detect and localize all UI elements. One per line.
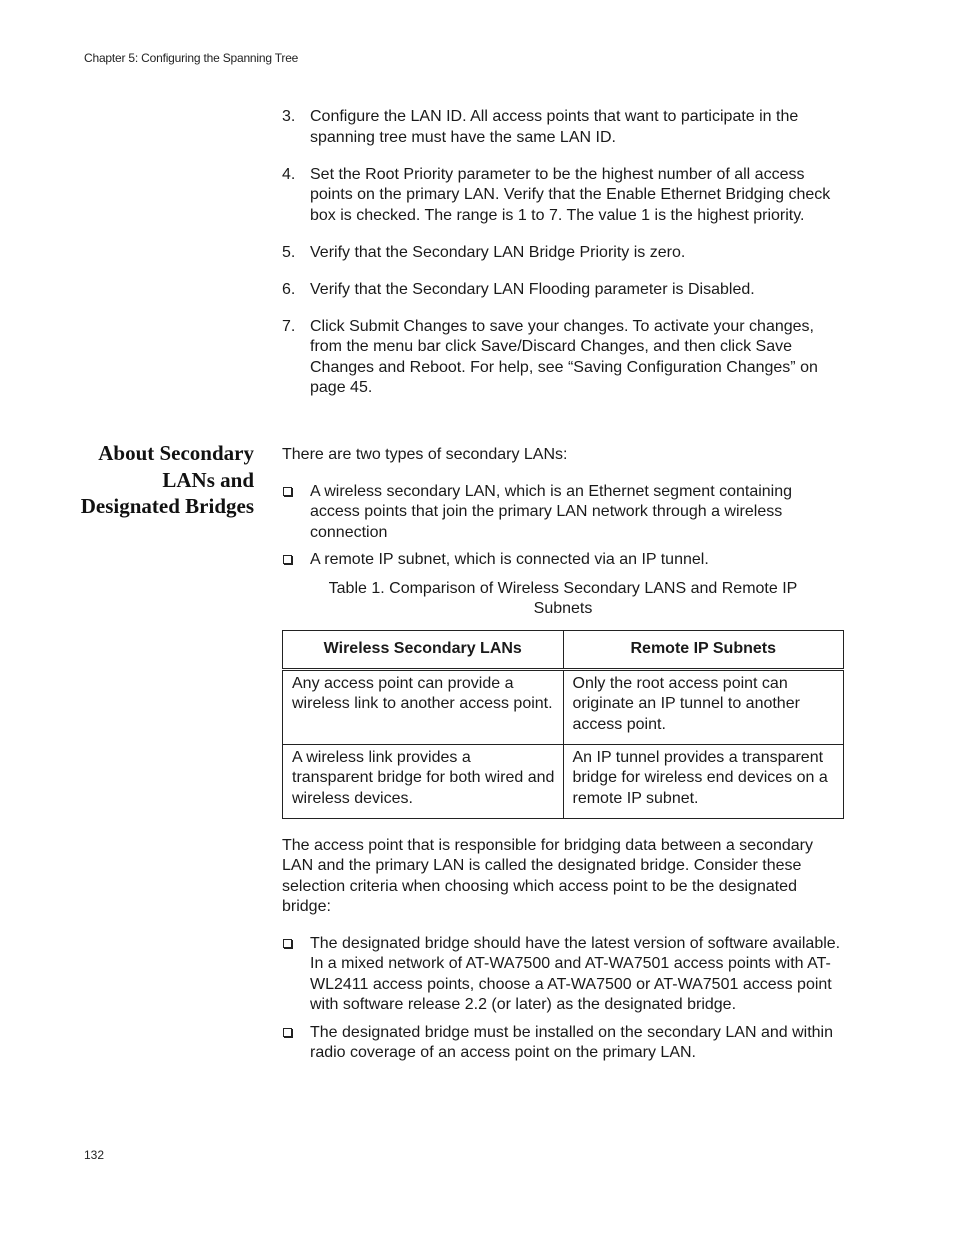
checkbox-bullet-icon — [283, 555, 292, 564]
list-item — [282, 482, 844, 544]
table-cell: An IP tunnel provides a transparent bridge for wireless end devices on a remote IP subnet. — [563, 744, 844, 818]
steps-list — [282, 107, 844, 399]
step-number: 6. — [282, 280, 296, 298]
lan-types-list — [282, 482, 844, 571]
designated-bridge-paragraph: The access point that is responsible for bridging data between a secondary LAN and the primary LAN is called the designated bridge. Consider these selection criteria when choosing which access point to be the designated bridge: — [282, 836, 813, 915]
section-intro: There are two types of secondary LANs: — [282, 446, 568, 463]
table-caption: Table 1. Comparison of Wireless Secondary LANS and Remote IP Subnets — [328, 579, 798, 617]
section-heading: About Secondary LANs and Designated Bridges — [80, 441, 254, 518]
list-item — [282, 243, 844, 264]
checkbox-bullet-icon — [283, 1028, 292, 1037]
checkbox-bullet-icon — [283, 487, 292, 496]
table-row — [283, 669, 844, 744]
step-text: Verify that the Secondary LAN Flooding parameter is Disabled. — [310, 280, 755, 298]
running-header: Chapter 5: Configuring the Spanning Tree — [84, 51, 299, 65]
step-number: 5. — [282, 243, 296, 261]
step-number: 7. — [282, 317, 296, 335]
list-item — [282, 280, 844, 301]
list-item — [282, 934, 844, 1016]
bullet-text: A remote IP subnet, which is connected via an IP tunnel. — [310, 551, 709, 568]
bullet-text: A wireless secondary LAN, which is an Ethernet segment containing access points that join the primary LAN network through a wireless connection — [310, 482, 793, 541]
column-header-remote-ip: Remote IP Subnets — [563, 630, 844, 669]
step-text: Click Submit Changes to save your changes. To activate your changes, from the menu bar click Save/Discard Changes, and then click Save Changes and Reboot. For help, see “Saving Configuration Changes” on page 45. — [310, 317, 818, 396]
table-cell: A wireless link provides a transparent bridge for both wired and wireless devices. — [283, 744, 564, 818]
bullet-text: The designated bridge must be installed on the secondary LAN and within radio coverage of an access point on the primary LAN. — [310, 1023, 833, 1061]
list-item — [282, 165, 844, 227]
checkbox-bullet-icon — [283, 939, 292, 948]
bullet-text: The designated bridge should have the latest version of software available. In a mixed network of AT-WA7500 and AT-WA7501 access points with AT-WL2411 access points, choose a AT-WA7500 or AT-WA7501 access point with software release 2.2 (or later) as the designated bridge. — [310, 934, 841, 1013]
column-header-wireless: Wireless Secondary LANs — [283, 630, 564, 669]
step-text: Verify that the Secondary LAN Bridge Priority is zero. — [310, 243, 686, 261]
step-number: 3. — [282, 108, 296, 125]
table-cell: Only the root access point can originate an IP tunnel to another access point. — [563, 669, 844, 744]
criteria-list — [282, 934, 844, 1064]
secondary-lans-section — [282, 445, 844, 1071]
list-item — [282, 107, 844, 148]
table-cell: Any access point can provide a wireless link to another access point. — [283, 669, 564, 744]
step-text: Configure the LAN ID. All access points that want to participate in the spanning tree must have the same LAN ID. — [310, 108, 799, 146]
step-text: Set the Root Priority parameter to be the highest number of all access points on the primary LAN. Verify that the Enable Ethernet Bridging check box is checked. The range is 1 to 7. The value 1 is the highest priority. — [310, 165, 831, 224]
list-item — [282, 550, 844, 571]
page-number: 132 — [84, 1148, 105, 1162]
list-item — [282, 1023, 844, 1064]
step-number: 4. — [282, 165, 296, 183]
table-header-row — [283, 630, 844, 669]
list-item — [282, 317, 844, 399]
procedure-steps — [282, 107, 844, 415]
comparison-table — [282, 630, 844, 819]
table-row — [283, 744, 844, 818]
